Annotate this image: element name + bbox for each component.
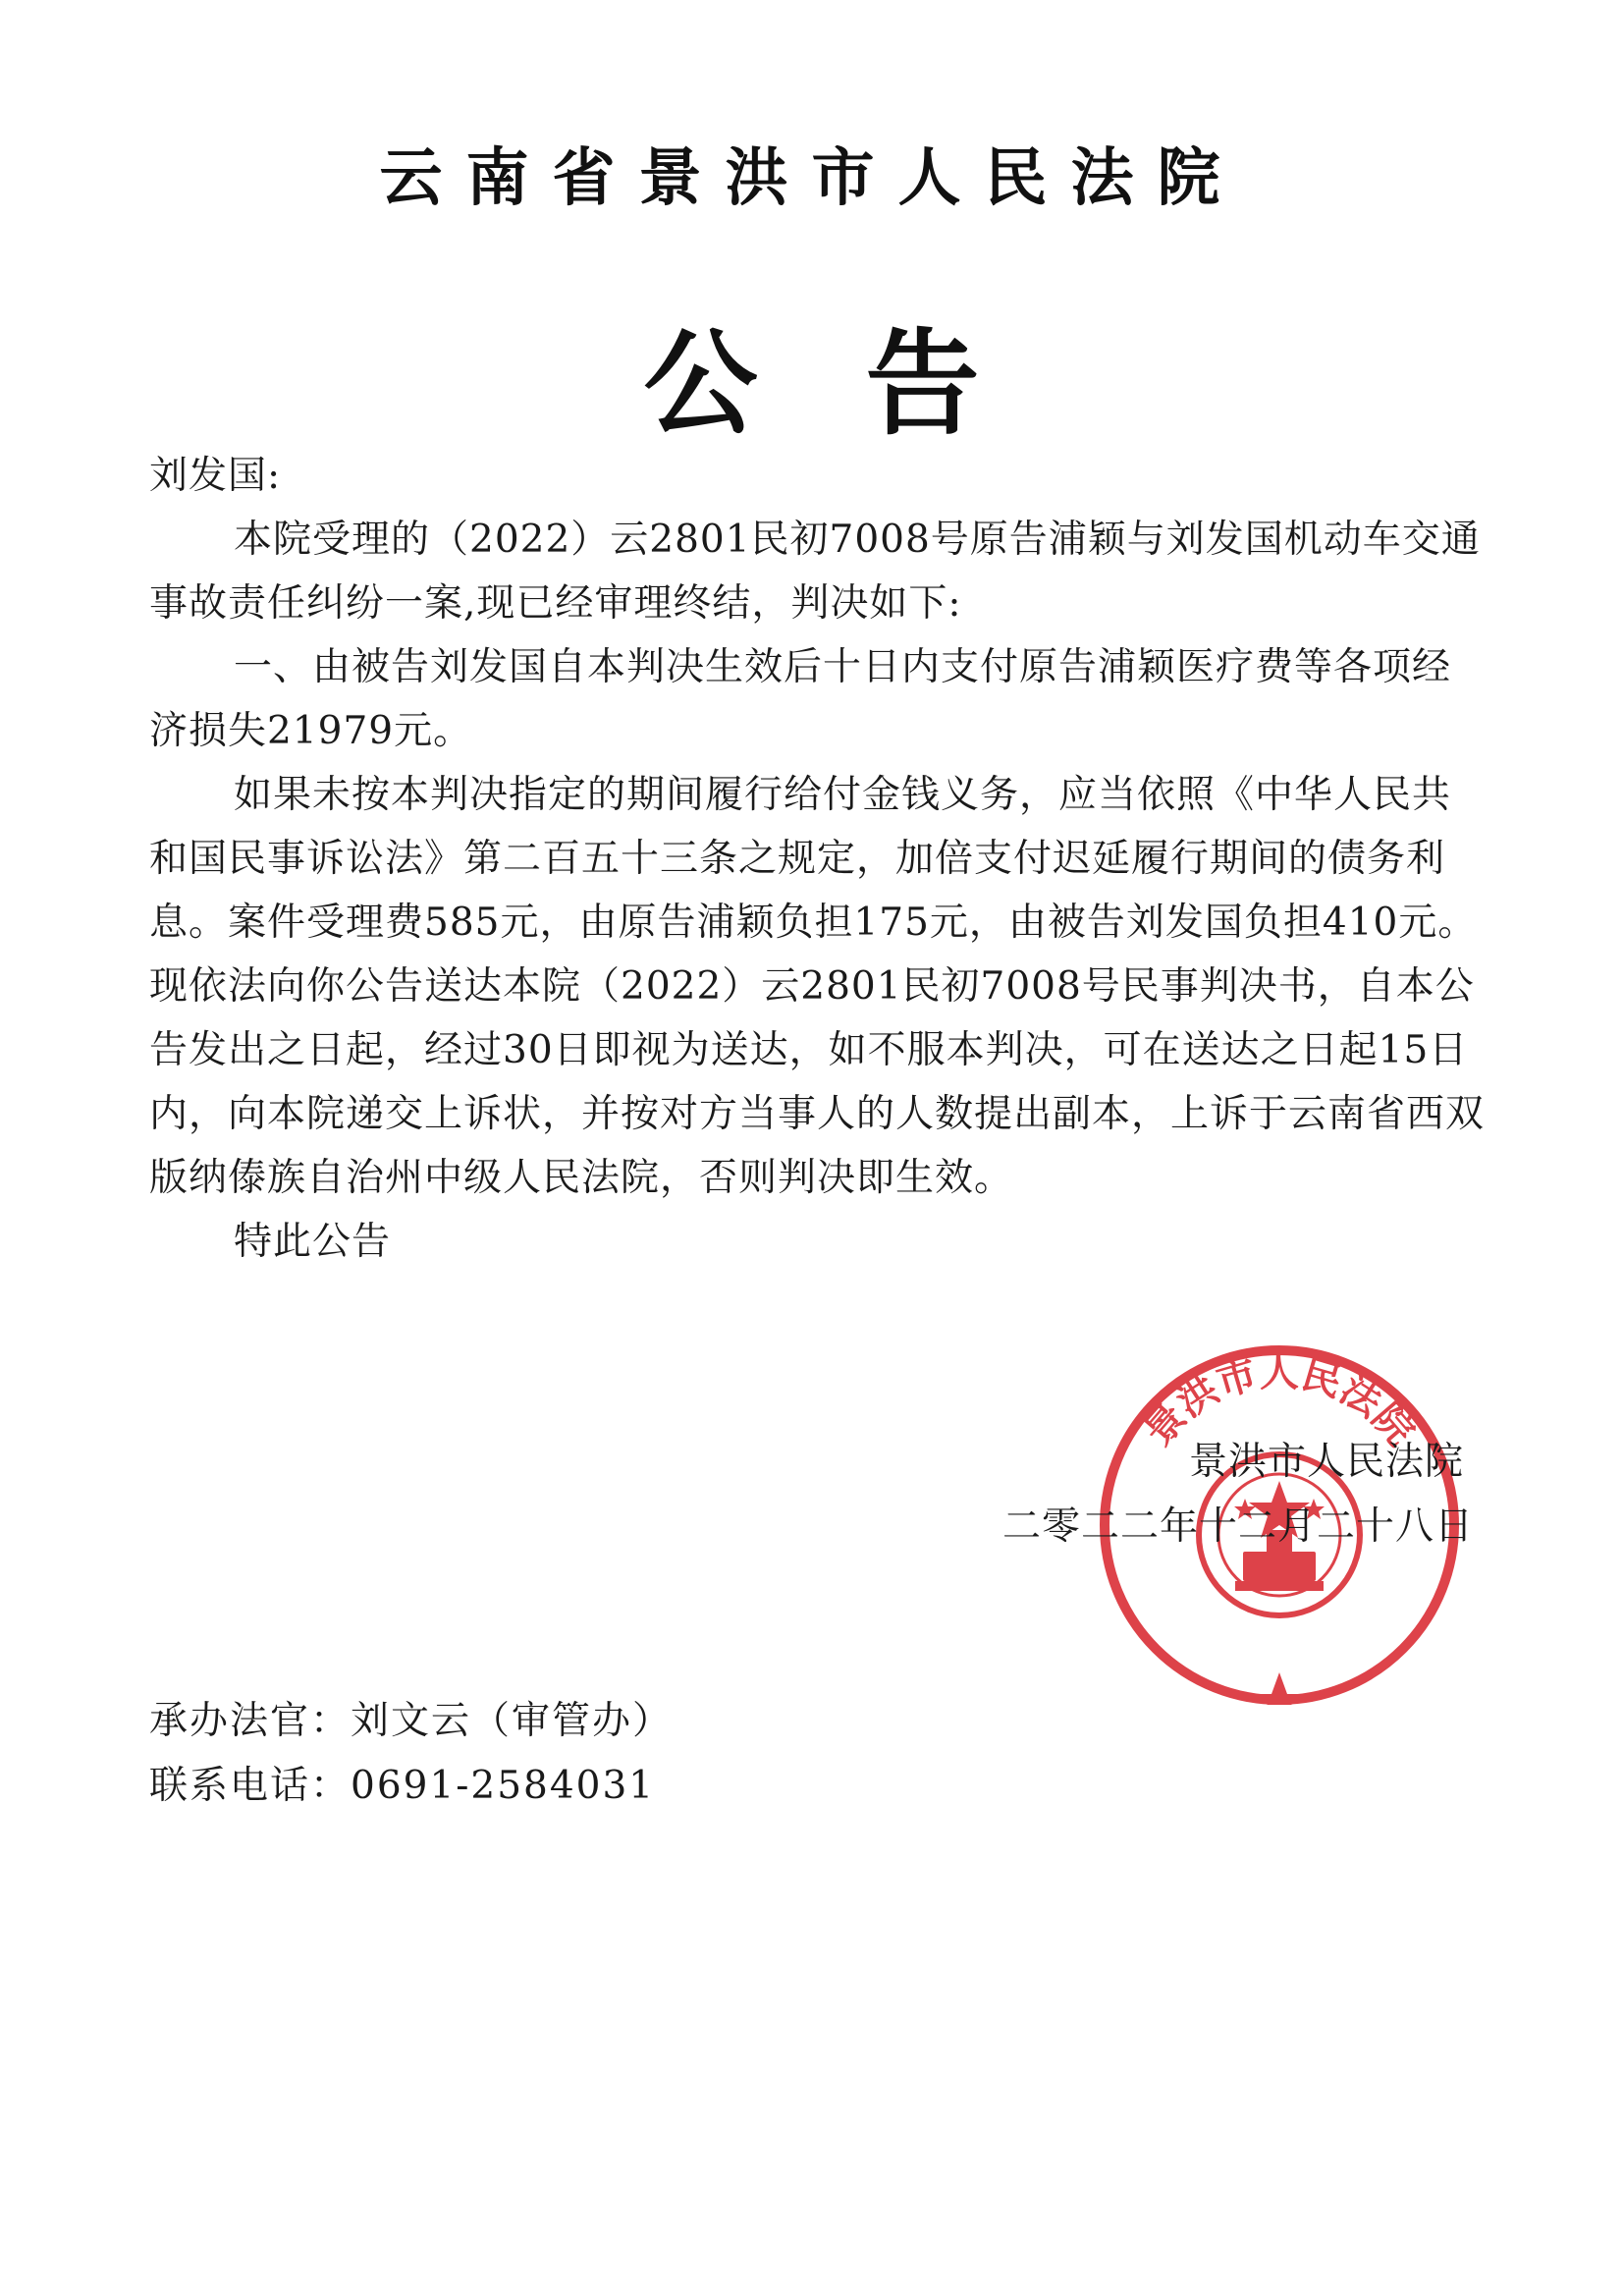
seal-arc-text: 景洪市人民法院 [1135,1349,1424,1454]
addressee: 刘发国: [149,454,282,498]
contact-phone: 联系电话：0691-2584031 [149,1764,656,1808]
announcement-body [149,444,1485,1274]
paragraph-obligations: 如果未按本判决指定的期间履行给付金钱义务，应当依照《中华人民共和国民事诉讼法》第二百五十三条之规定，加倍支付迟延履行期间的债务利息。案件受理费585元，由原告浦颖负担175元，由被告刘发国负担410元。现依法向你公告送达本院（2022）云2801民初7008号民事判决书，自本公告发出之日起，经过30日即视为送达，如不服本判决，可在送达之日起15日内，向本院递交上诉状，并按对方当事人的人数提出副本，上诉于云南省西双版纳傣族自治州中级人民法院，否则判决即生效。 [149,773,1486,1200]
signature-date: 二零二二年十二月二十八日 [1001,1504,1474,1549]
paragraph-case-summary: 本院受理的（2022）云2801民初7008号原告浦颖与刘发国机动车交通事故责任纠纷一案,现已经审理终结，判决如下: [149,518,1481,626]
signature-block [1002,1430,1474,1559]
court-name-heading: 云南省景洪市人民法院 [379,142,1244,215]
signature-court: 景洪市人民法院 [1188,1440,1464,1484]
paragraph-judgment-item: 一、由被告刘发国自本判决生效后十日内支付原告浦颖医疗费等各项经济损失21979元。 [149,645,1452,753]
judge-in-charge: 承办法官：刘文云（审管办） [149,1699,674,1743]
document-title: 公告 [643,318,1088,451]
closing-line: 特此公告 [234,1220,392,1264]
contact-block [149,1689,673,1819]
